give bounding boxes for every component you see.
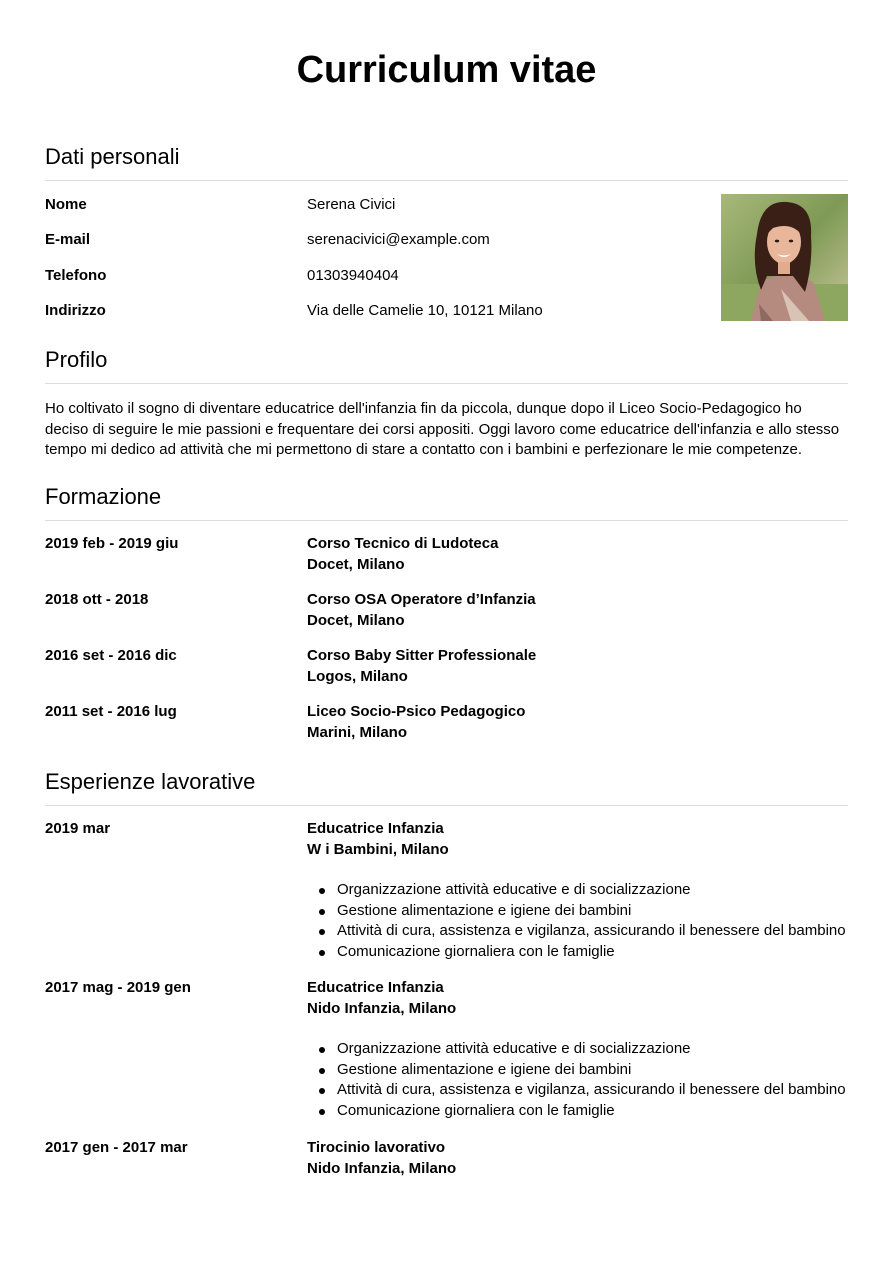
education-heading: Formazione (45, 483, 848, 521)
experience-date: 2019 mar (45, 820, 111, 837)
education-place: Logos, Milano (307, 667, 408, 685)
experience-title: Tirocinio lavorativo (307, 1139, 446, 1156)
task-item: Attività di cura, assistenza e vigilanza, assicurando il benessere del bambino (337, 921, 848, 942)
field-value: Via delle Camelie 10, 10121 Milano (307, 302, 543, 319)
field-value: Serena Civici (307, 196, 396, 213)
personal-heading: Dati personali (45, 143, 848, 181)
profile-text: Ho coltivato il sogno di diventare educatrice dell'infanzia fin da piccola, dunque dopo il Liceo Socio-Pedagogico ho deciso di seguire le mie passioni e frequentare dei corsi appositi. Oggi lavoro come educatrice dell'infanzia e allo stesso tempo mi dedico ad attività che mi permettono di stare a contatto con i bambini e perfezionare le mie competenze. (45, 400, 840, 458)
education-place: Marini, Milano (307, 723, 408, 741)
task-item: Comunicazione giornaliera con le famiglie (337, 942, 848, 963)
experience-date: 2017 mag - 2019 gen (45, 979, 191, 996)
experience-place: Nido Infanzia, Milano (307, 1159, 457, 1177)
education-title: Liceo Socio-Psico Pedagogico (307, 703, 526, 720)
task-list (307, 1039, 848, 1121)
education-title: Corso OSA Operatore d’Infanzia (307, 591, 536, 608)
experience-date: 2017 gen - 2017 mar (45, 1139, 188, 1156)
experience-place: W i Bambini, Milano (307, 840, 449, 858)
task-item: Comunicazione giornaliera con le famiglie (337, 1101, 848, 1122)
task-item: Attività di cura, assistenza e vigilanza, assicurando il benessere del bambino (337, 1080, 848, 1101)
field-label: Telefono (45, 267, 107, 284)
field-label: Nome (45, 196, 87, 213)
education-date: 2018 ott - 2018 (45, 591, 149, 608)
task-item: Organizzazione attività educative e di socializzazione (337, 880, 848, 901)
task-item: Gestione alimentazione e igiene dei bambini (337, 901, 848, 922)
education-date: 2011 set - 2016 lug (45, 703, 177, 720)
education-date: 2019 feb - 2019 giu (45, 535, 179, 552)
education-place: Docet, Milano (307, 555, 405, 573)
task-list (307, 880, 848, 962)
experience-title: Educatrice Infanzia (307, 979, 444, 996)
profile-heading: Profilo (45, 346, 848, 384)
field-label: E-mail (45, 231, 91, 248)
education-title: Corso Tecnico di Ludoteca (307, 535, 499, 552)
field-value: 01303940404 (307, 267, 399, 284)
page-title: Curriculum vitae (296, 49, 597, 91)
education-section (45, 483, 848, 521)
field-label: Indirizzo (45, 302, 106, 319)
experience-place: Nido Infanzia, Milano (307, 999, 457, 1017)
education-place: Docet, Milano (307, 611, 405, 629)
experience-section (45, 768, 848, 806)
profile-photo (721, 194, 848, 321)
field-value: serenacivici@example.com (307, 231, 490, 248)
task-item: Gestione alimentazione e igiene dei bambini (337, 1060, 848, 1081)
experience-heading: Esperienze lavorative (45, 768, 848, 806)
profile-section (45, 346, 848, 461)
task-item: Organizzazione attività educative e di socializzazione (337, 1039, 848, 1060)
personal-section (45, 143, 848, 181)
experience-title: Educatrice Infanzia (307, 820, 444, 837)
education-title: Corso Baby Sitter Professionale (307, 647, 537, 664)
education-date: 2016 set - 2016 dic (45, 647, 177, 664)
